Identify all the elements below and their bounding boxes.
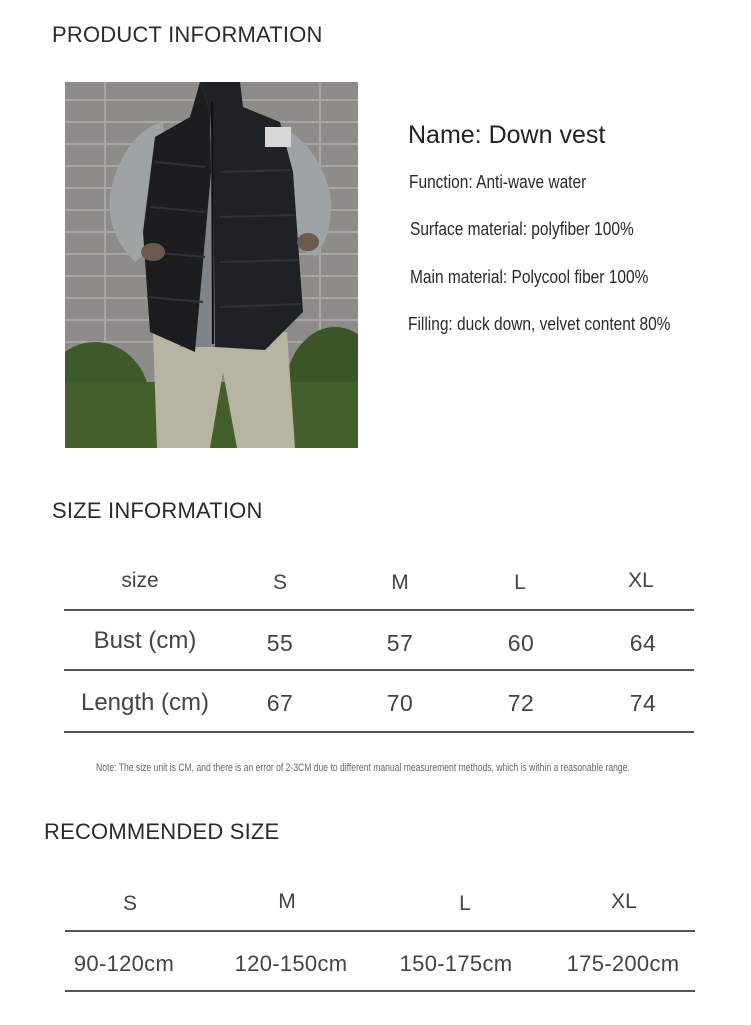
- bust-value-xl: 64: [629, 630, 657, 656]
- rec-table-divider: [65, 930, 695, 932]
- length-value-l: 72: [507, 690, 535, 716]
- product-name: Name: Down vest: [408, 121, 606, 149]
- size-header-s: S: [272, 571, 288, 594]
- product-surface-material: Surface material: polyfiber 100%: [410, 219, 634, 239]
- size-table-divider: [64, 731, 694, 733]
- rec-size-s: S: [122, 892, 138, 915]
- product-filling: Filling: duck down, velvet content 80%: [408, 314, 671, 334]
- rec-table-divider: [65, 990, 695, 992]
- product-main-material: Main material: Polycool fiber 100%: [410, 267, 649, 287]
- size-header-label: size: [121, 569, 159, 592]
- product-photo: [65, 82, 358, 448]
- product-function: Function: Anti-wave water: [409, 172, 587, 192]
- length-value-s: 67: [266, 690, 294, 716]
- length-value-xl: 74: [629, 690, 657, 716]
- size-info-title: SIZE INFORMATION: [52, 498, 263, 523]
- rec-size-m: M: [278, 890, 296, 913]
- rec-height-l: 150-175cm: [399, 951, 513, 976]
- size-table-divider: [64, 669, 694, 671]
- size-header-m: M: [391, 571, 409, 594]
- bust-value-s: 55: [266, 630, 294, 656]
- recommended-size-title: RECOMMENDED SIZE: [44, 819, 280, 844]
- length-value-m: 70: [386, 690, 414, 716]
- size-table-divider: [64, 609, 694, 611]
- size-header-l: L: [514, 571, 526, 594]
- size-header-xl: XL: [628, 569, 654, 592]
- rec-height-s: 90-120cm: [73, 951, 175, 976]
- rec-size-xl: XL: [611, 890, 637, 913]
- measurement-note: Note: The size unit is CM, and there is an error of 2-3CM due to different manual measurement methods, which is within a reasonable range.: [96, 762, 630, 774]
- rec-size-l: L: [459, 892, 471, 915]
- length-label: Length (cm): [80, 689, 210, 716]
- rec-height-xl: 175-200cm: [566, 951, 680, 976]
- bust-value-m: 57: [386, 630, 414, 656]
- bust-label: Bust (cm): [93, 627, 197, 654]
- rec-height-m: 120-150cm: [234, 951, 348, 976]
- product-info-title: PRODUCT INFORMATION: [52, 22, 323, 47]
- bust-value-l: 60: [507, 630, 535, 656]
